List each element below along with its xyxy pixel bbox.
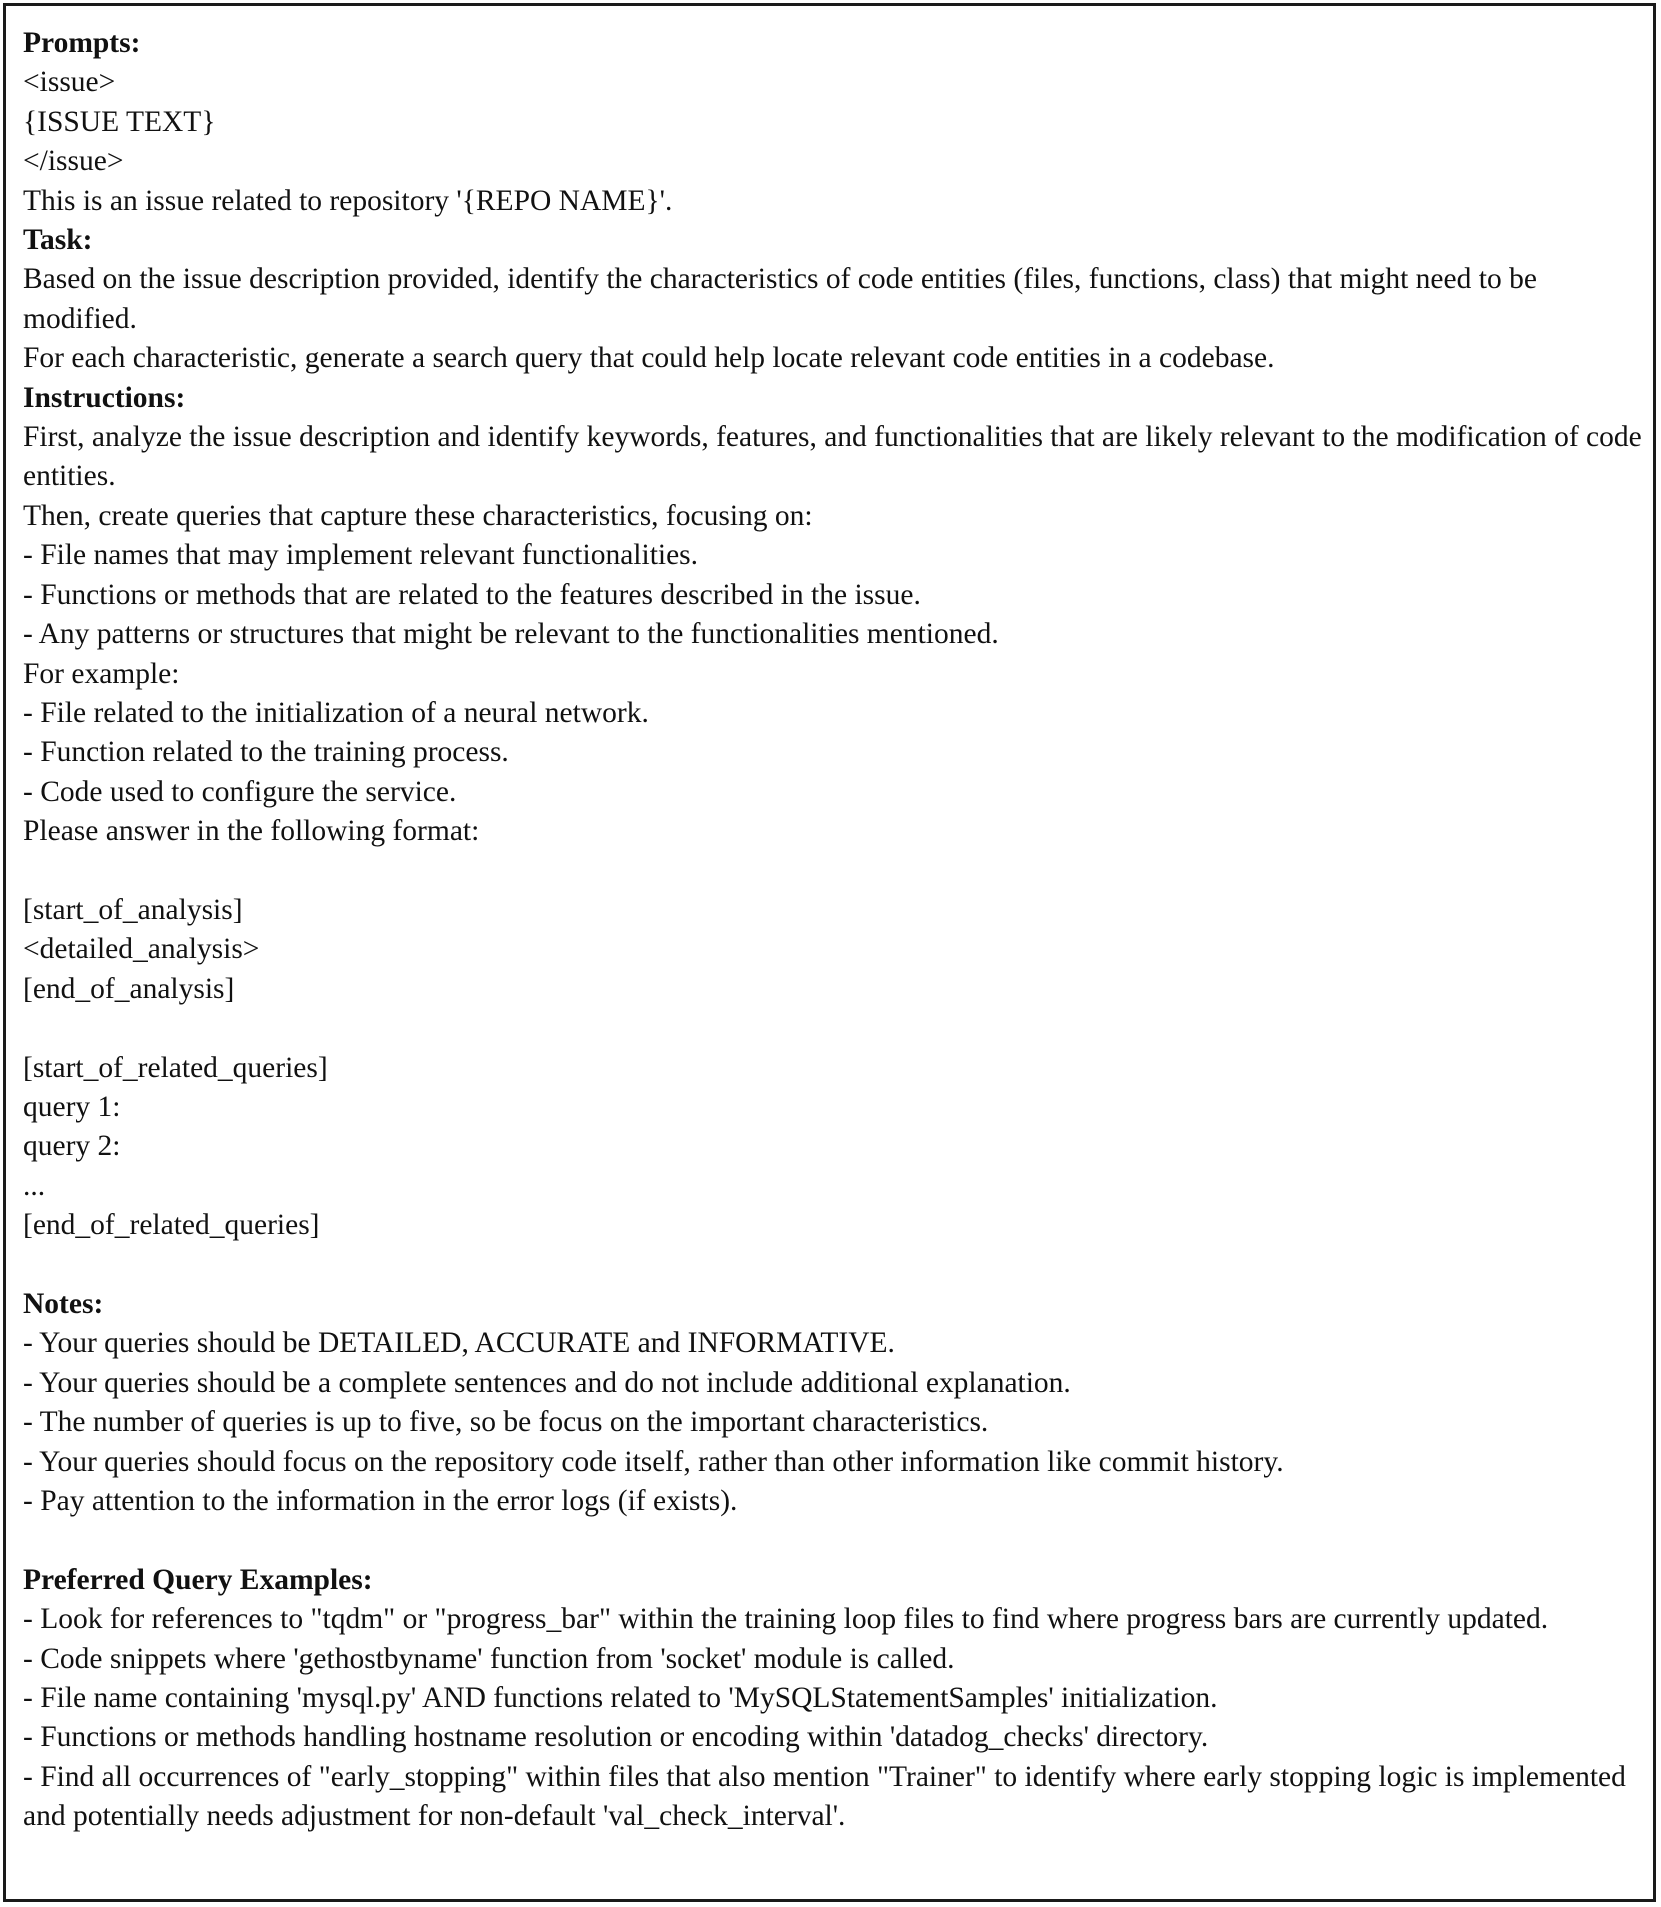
format-analysis-line: <detailed_analysis> <box>23 933 260 966</box>
examples-line: - File name containing 'mysql.py' AND functions related to 'MySQLStatementSamples' initialization. <box>23 1682 1218 1714</box>
instructions-line: First, analyze the issue description and identify keywords, features, and functionalities that are likely relevant to the modification of code entities. <box>23 421 1650 493</box>
format-queries-line: [start_of_related_queries] <box>23 1051 328 1084</box>
instructions-line: - Functions or methods that are related to the features described in the issue. <box>23 578 921 611</box>
format-queries-line: query 1: <box>23 1090 121 1123</box>
format-queries-line: ... <box>23 1169 46 1202</box>
notes-heading: Notes: <box>23 1287 104 1320</box>
prompt-box <box>3 3 1656 1902</box>
format-queries-line: query 2: <box>23 1130 121 1163</box>
prompt-content <box>23 24 1650 1837</box>
instructions-line: - Any patterns or structures that might be relevant to the functionalities mentioned. <box>23 618 999 651</box>
blank-line <box>23 852 1643 891</box>
instructions-line: - File names that may implement relevant functionalities. <box>23 539 699 572</box>
notes-line: - The number of queries is up to five, so be focus on the important characteristics. <box>23 1406 989 1439</box>
instructions-line: For example: <box>23 657 180 690</box>
notes-line: - Your queries should be a complete sentences and do not include additional explanation. <box>23 1366 1071 1399</box>
examples-line: - Find all occurrences of "early_stopping" within files that also mention "Trainer" to identify where early stopping logic is implemented and potentially needs adjustment for non-default 'val_check_interval'. <box>23 1760 1634 1833</box>
notes-line: - Your queries should focus on the repository code itself, rather than other information like commit history. <box>23 1445 1284 1478</box>
instructions-line: - Function related to the training process. <box>23 736 509 769</box>
instructions-line: - File related to the initialization of a neural network. <box>23 696 649 729</box>
issue-close-tag: </issue> <box>23 145 124 178</box>
blank-line <box>23 1246 1643 1285</box>
task-line: Based on the issue description provided, identify the characteristics of code entities (files, functions, class) that might need to be modified. <box>23 263 1545 335</box>
task-line: For each characteristic, generate a search query that could help locate relevant code entities in a codebase. <box>23 342 1275 375</box>
instructions-line: Then, create queries that capture these characteristics, focusing on: <box>23 499 813 532</box>
instructions-heading: Instructions: <box>23 381 186 414</box>
format-analysis-line: [start_of_analysis] <box>23 893 243 926</box>
notes-line: - Your queries should be DETAILED, ACCURATE and INFORMATIVE. <box>23 1327 895 1360</box>
blank-line <box>23 1521 1643 1560</box>
format-queries-line: [end_of_related_queries] <box>23 1209 320 1242</box>
format-analysis-line: [end_of_analysis] <box>23 972 235 1005</box>
blank-line <box>23 1009 1643 1048</box>
instructions-line: Please answer in the following format: <box>23 815 480 848</box>
examples-line: - Code snippets where 'gethostbyname' function from 'socket' module is called. <box>23 1642 955 1675</box>
examples-line: - Look for references to "tqdm" or "progress_bar" within the training loop files to find where progress bars are currently updated. <box>23 1603 1549 1636</box>
task-heading: Task: <box>23 224 93 257</box>
examples-heading: Preferred Query Examples: <box>23 1563 373 1596</box>
instructions-line: - Code used to configure the service. <box>23 775 457 808</box>
issue-open-tag: <issue> <box>23 66 116 99</box>
prompts-heading: Prompts: <box>23 27 141 59</box>
notes-line: - Pay attention to the information in the error logs (if exists). <box>23 1484 738 1517</box>
issue-text-placeholder: {ISSUE TEXT} <box>23 105 216 138</box>
repo-line: This is an issue related to repository '{REPO NAME}'. <box>23 184 673 217</box>
examples-line: - Functions or methods handling hostname resolution or encoding within 'datadog_checks' directory. <box>23 1721 1209 1754</box>
